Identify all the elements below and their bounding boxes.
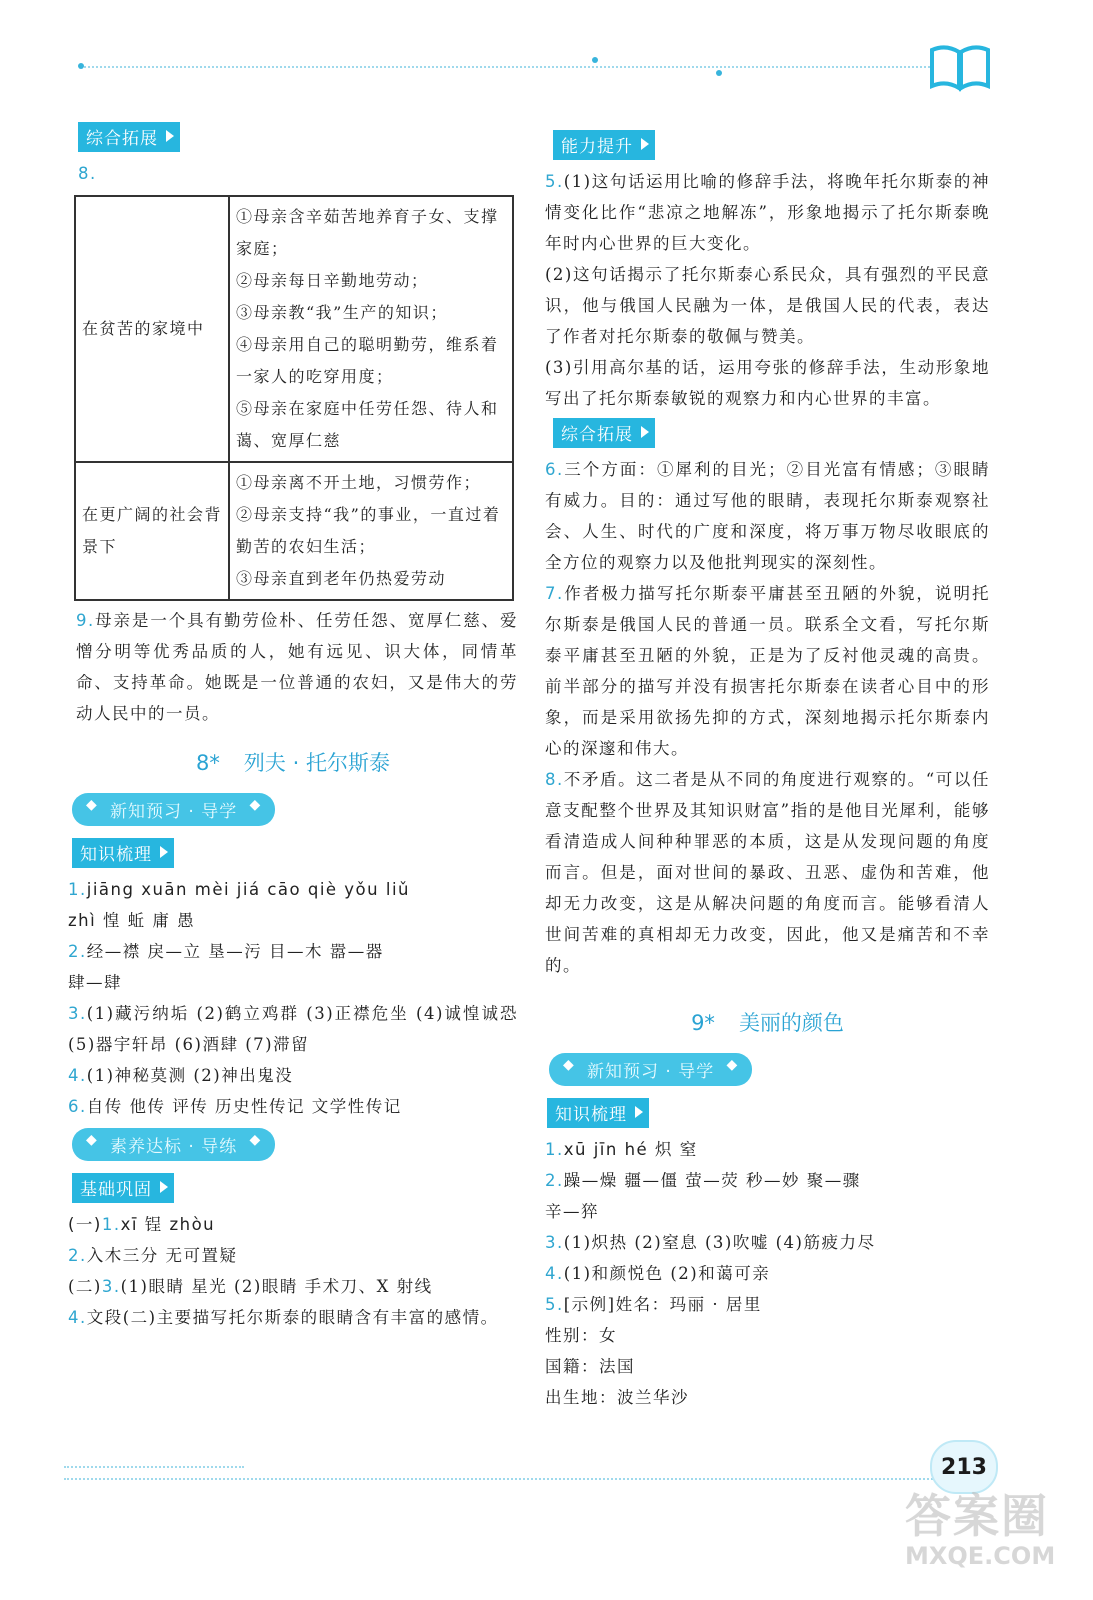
lesson-number: 9* (691, 1011, 715, 1035)
tag-zhishi-shuli: 知识梳理 (72, 838, 174, 868)
table-item: ③母亲教“我”生产的知识； (236, 303, 448, 322)
table-row (75, 196, 513, 462)
answer-text: 母亲是一个具有勤劳俭朴、任劳任怨、宽厚仁慈、爱憎分明等优秀品质的人，她有远见、识大体，同情革命、支持革命。她既是一位普通的农妇，又是伟大的劳动人民中的一员。 (76, 611, 518, 723)
question-number: 5. (545, 172, 564, 191)
table-items-cell (229, 462, 513, 600)
question-number: 7. (545, 584, 564, 603)
lesson-title-8 (68, 747, 518, 777)
table-item: ②母亲支持“我”的事业，一直过着勤苦的农妇生活； (236, 505, 501, 556)
answer-text: (1)藏污纳垢 (2)鹤立鸡群 (3)正襟危坐 (4)诚惶诚恐 (5)器宇轩昂 (6)酒肆 (7)滞留 (68, 1004, 518, 1054)
answer-text: (2)这句话揭示了托尔斯泰心系民众，具有强烈的平民意识，他与俄国人民融为一体，是俄国人民的代表，表达了作者对托尔斯泰的敬佩与赞美。 (545, 265, 990, 346)
tag-nengli-tisheng: 能力提升 (553, 130, 655, 160)
answer-text: 国籍：法国 (545, 1357, 635, 1376)
answer-text: 不矛盾。这二者是从不同的角度进行观察的。“可以任意支配整个世界及其知识财富”指的是他目光犀利，能够看清造成人间种种罪恶的本质，这是从发现问题的角度而言。但是，面对世间的暴政、丑恶、虚伪和苦难，他却无力改变，这是从解决问题的角度而言。能够看清人世间苦难的真相却无力改变，因此，他又是痛苦和不幸的。 (545, 770, 990, 975)
answer-text: 作者极力描写托尔斯泰平庸甚至丑陋的外貌，说明托尔斯泰是俄国人民的普通一员。联系全文看，写托尔斯泰平庸甚至丑陋的外貌，正是为了反衬他灵魂的高贵。前半部分的描写并没有损害托尔斯泰在读者心目中的形象，而是采用欲扬先抑的方式，深刻地揭示托尔斯泰内心的深邃和伟大。 (545, 584, 990, 758)
table-item: ③母亲直到老年仍热爱劳动 (236, 569, 447, 588)
table-context-cell: 在更广阔的社会背景下 (75, 462, 229, 600)
answer-text: (3)引用高尔基的话，运用夸张的修辞手法，生动形象地写出了托尔斯泰敏锐的观察力和内心世界的丰富。 (545, 358, 990, 408)
question-number: 2. (68, 1246, 87, 1265)
page-number: 213 (930, 1440, 998, 1494)
answer-text: (1)眼睛 星光 (2)眼睛 手术刀、X 射线 (120, 1277, 433, 1296)
banner-suyang-dabiao: ◆ 素养达标 · 导练 ◆ (72, 1128, 275, 1161)
answer-text: 自传 他传 评传 历史性传记 文学性传记 (86, 1097, 402, 1116)
table-items-cell (229, 196, 513, 462)
question-number: 9. (76, 611, 95, 630)
lesson-number: 8* (196, 751, 220, 775)
answer-text: 性别：女 (545, 1326, 617, 1345)
answer-text: 辛—猝 (545, 1202, 599, 1221)
question-number: 3. (545, 1233, 564, 1252)
header-dot (716, 70, 722, 76)
lesson-name: 美丽的颜色 (738, 1011, 844, 1035)
watermark-url: MXQE.COM (905, 1542, 1056, 1570)
header-dotted-line (80, 66, 930, 68)
header-dot (592, 57, 598, 63)
watermark (905, 1480, 1075, 1590)
question-number: 2. (68, 942, 87, 961)
tag-zonghe-tuozhan: 综合拓展 (553, 418, 655, 448)
mother-table (74, 195, 514, 601)
footer-dotted-line (64, 1478, 944, 1480)
answer-text: zhì 惶 蚯 庸 愚 (68, 911, 196, 930)
open-book-icon (928, 40, 992, 92)
table-row (75, 462, 513, 600)
answer-text: (1)这句话运用比喻的修辞手法，将晚年托尔斯泰的神情变化比作“悲凉之地解冻”，形象地揭示了托尔斯泰晚年时内心世界的巨大变化。 (545, 172, 990, 253)
answer-text: jiāng xuān mèi jiá cāo qiè yǒu liǔ (86, 880, 410, 899)
question-number: 6. (68, 1097, 87, 1116)
answer-text: xū jīn hé 炽 窒 (563, 1140, 698, 1159)
answer-text: (1)神秘莫测 (2)神出鬼没 (86, 1066, 294, 1085)
question-number: 3. (101, 1277, 121, 1296)
answer-text: 入木三分 无可置疑 (86, 1246, 238, 1265)
answer-text: 三个方面：①犀利的目光；②目光富有情感；③眼睛有威力。目的：通过写他的眼睛，表现托尔斯泰观察社会、人生、时代的广度和深度，将万事万物尽收眼底的全方位的观察力以及他批判现实的深刻性。 (545, 460, 990, 572)
table-item: ①母亲含辛茹苦地养育子女、支撑家庭； (236, 207, 499, 258)
banner-xinzhi-yuxi: ◆ 新知预习 · 导学 ◆ (72, 793, 275, 826)
answer-text: 经—襟 戾—立 垦—污 目—木 嚣—器 (86, 942, 384, 961)
banner-xinzhi-yuxi: ◆ 新知预习 · 导学 ◆ (549, 1053, 752, 1086)
table-item: ②母亲每日辛勤地劳动； (236, 271, 429, 290)
question-number: 6. (545, 460, 564, 479)
answer-text: xī 锃 zhòu (120, 1215, 216, 1234)
table-item: ⑤母亲在家庭中任劳任怨、待人和蔼、宽厚仁慈 (236, 399, 499, 450)
answer-text: 肆—肆 (68, 973, 122, 992)
question-number: 8. (78, 164, 97, 183)
question-number: 1. (545, 1140, 564, 1159)
answer-text: (1)和颜悦色 (2)和蔼可亲 (563, 1264, 771, 1283)
question-number: 1. (101, 1215, 121, 1234)
tag-zonghe-tuozhan: 综合拓展 (78, 122, 180, 152)
question-number: 3. (68, 1004, 87, 1023)
watermark-logo-text: 答案圈 (905, 1489, 1049, 1543)
question-number: 4. (68, 1308, 87, 1327)
table-item: ①母亲离不开土地，习惯劳作； (236, 473, 482, 492)
lesson-name: 列夫 · 托尔斯泰 (243, 751, 390, 775)
question-number: 1. (68, 880, 87, 899)
header-dot (78, 63, 84, 69)
question-number: 5. (545, 1295, 564, 1314)
part-label: (一) (68, 1215, 102, 1234)
footer-dotted-line (64, 1466, 244, 1468)
part-label: (二) (68, 1277, 102, 1296)
tag-zhishi-shuli: 知识梳理 (547, 1098, 649, 1128)
question-number: 4. (545, 1264, 564, 1283)
left-column (68, 118, 518, 1333)
answer-text: [示例]姓名：玛丽 · 居里 (563, 1295, 762, 1314)
answer-text: 躁—燥 疆—僵 萤—荧 秒—妙 聚—骤 (563, 1171, 861, 1190)
question-number: 2. (545, 1171, 564, 1190)
tag-jichu-gonggu: 基础巩固 (72, 1173, 174, 1203)
answer-text: 出生地：波兰华沙 (545, 1388, 689, 1407)
answer-text: (1)炽热 (2)窒息 (3)吹嘘 (4)筋疲力尽 (563, 1233, 876, 1252)
question-number: 4. (68, 1066, 87, 1085)
lesson-title-9 (545, 1007, 990, 1037)
answer-text: 文段(二)主要描写托尔斯泰的眼睛含有丰富的感情。 (86, 1308, 499, 1327)
table-item: ④母亲用自己的聪明勤劳，维系着一家人的吃穿用度； (236, 335, 499, 386)
right-column (545, 126, 990, 1413)
question-number: 8. (545, 770, 564, 789)
table-context-cell: 在贫苦的家境中 (75, 196, 229, 462)
